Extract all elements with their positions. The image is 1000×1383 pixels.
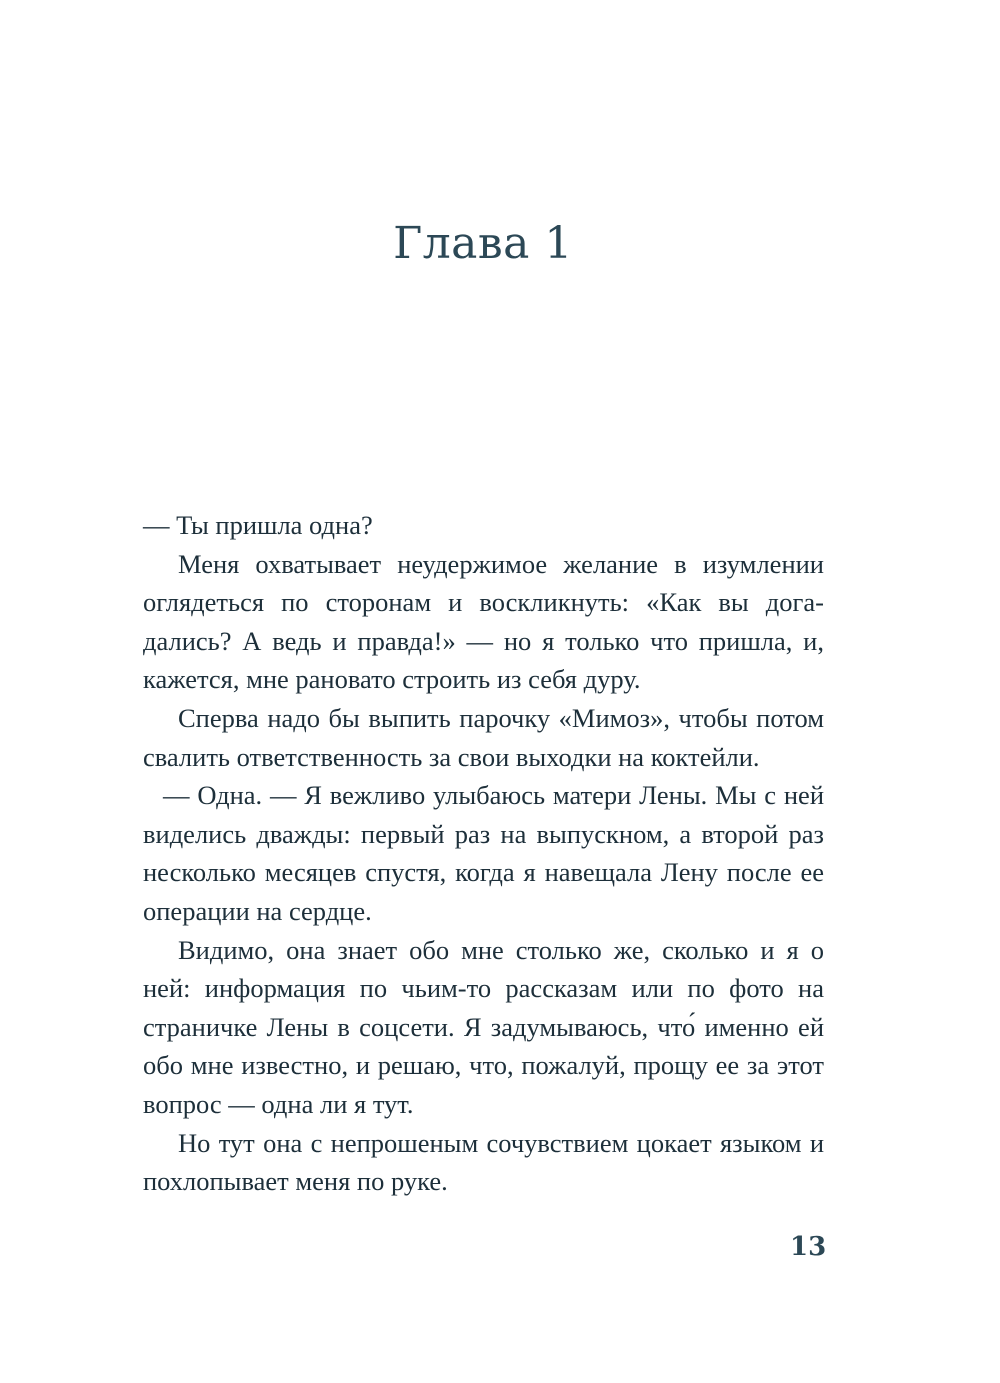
chapter-body xyxy=(143,506,824,1201)
paragraph-2: Меня охватывает неудержимое желание в изумлении оглядеться по сторонам и воскликнуть: «Как вы догадались? А ведь и правда!» — но я только что пришла, и, кажется, мне рановато строить из себя дуру. xyxy=(143,548,824,695)
chapter-title: Глава 1 xyxy=(393,218,573,269)
paragraph-5: Видимо, она знает обо мне столько же, сколько и я о ней: информация по чьим-то рассказам или по фото на страничке Лены в соцсети. Я задумываюсь, что́ именно ей обо мне известно, и решаю, что, пожалуй, прощу ее за этот вопрос — одна ли я тут. xyxy=(143,934,824,1119)
paragraph-6: Но тут она с непрошеным сочувствием цокает языком и похлопывает меня по руке. xyxy=(143,1127,824,1197)
paragraph-4: — Одна. — Я вежливо улыбаюсь матери Лены. Мы с ней виделись дважды: первый раз на выпускном, а второй раз несколько месяцев спустя, когда я навещала Лену после ее операции на сердце. xyxy=(143,780,824,926)
paragraph-1: — Ты пришла одна? xyxy=(143,510,373,540)
page-number: 13 xyxy=(790,1232,827,1262)
paragraph-3: Сперва надо бы выпить парочку «Мимоз», чтобы потом свалить ответственность за свои выходки на коктейли. xyxy=(143,702,824,772)
